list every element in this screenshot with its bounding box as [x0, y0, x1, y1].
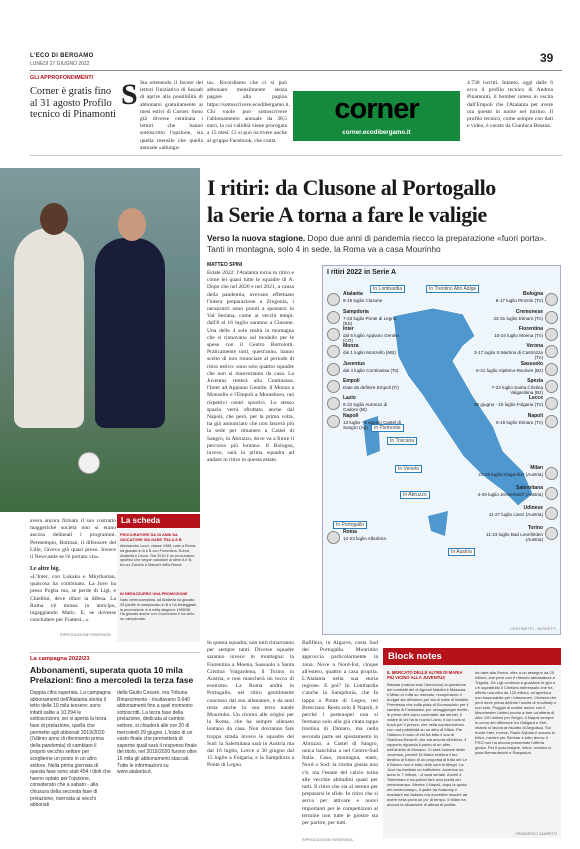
team-name: Monza [343, 343, 359, 349]
map-team-left [343, 327, 403, 344]
team-name: Salernitana [516, 485, 543, 491]
team-name: Cremonese [515, 309, 543, 315]
team-logo-icon [327, 380, 340, 393]
right-article-text-a: Bafifiera, in Algarve, costa Sud del Portogallo. Mourinho approccia particolarmente la zona. Nove a Nord-Est, cinque all'estero, quattro a casa propria. L'Atalanta nella sua storia regione. E poi? In Lombardia c'anche la Sampdoria, che fa tappa a Ponte di Legno, nel Bresciano. Resta solo il Napoli, è perché i partenopei non si fermano solo alla già citata tappa trentina di Dimaro, ma nella seconda parte sei spostamento in Abruzzo, a Castel di Sangro, unica banchina a nel Centro-Sud Italia. Casa, montagna, mare, Nord o Sud: la ricetta giusta non c'è, ma l'estate del calcio torna alle vecchie abitudini quasi per tutti. Il ritiro che sia al sereno per prepararsi le sfide. In ritiro che si serva per attivare e nuovi importanti per le competizioni al termine non tutte le giostre sta per partire, per tutti. [302, 640, 378, 827]
corner-text-col3: ta». Ricordiamo che ci si può abbonare mensilmente senza pagare alla pagina https://sottoscrivere.ecodibergamo.it. Chi vuole può sottoscrivere l'abbonamento annuale da 38,5 euro, la cui validità viene prorogata a 15 mesi. Ci si può iscrivere anche al gruppo Facebook, che conta [207, 80, 291, 144]
map-team-right [473, 466, 543, 477]
region-piemonte: In Piemonte [371, 424, 404, 432]
scheda-h2: IN NERAZZURRO UNA PROMOZIONE [120, 592, 188, 596]
team-dates: 8-16 luglio Clusone [343, 297, 383, 303]
player-left [14, 228, 84, 428]
region-abruzzo: In Abruzzo [400, 491, 430, 499]
map-team-left [343, 414, 403, 431]
team-dates: 30 giugno - 15 luglio Folgaria (Tn) [474, 401, 543, 407]
campagna-kicker: La campagna 2022/23 [30, 656, 90, 662]
left-byline: RIPRODUZIONE RISERVATA [60, 633, 111, 637]
map-team-right [473, 526, 543, 543]
team-logo-icon [327, 363, 340, 376]
team-logo-icon [545, 527, 558, 540]
main-headline-1: I ritiri: da Clusone al Portogallo [207, 175, 496, 200]
team-name: Verona [526, 343, 543, 349]
region-toscana: In Toscana [387, 437, 417, 445]
region-trentino: In Trentino Alto Adige [426, 285, 479, 293]
ball-icon [78, 452, 100, 474]
team-name: Sampdoria [343, 309, 369, 315]
map-team-left [343, 344, 403, 355]
map-credit: CENTIMETRI - SEGNETTI [510, 627, 556, 631]
team-name: Juventus [343, 361, 365, 367]
team-logo-icon [545, 380, 558, 393]
team-dates: 4-29 luglio Jennersdorf (Austria) [477, 491, 543, 497]
player-left-head [40, 203, 68, 235]
team-name: Milan [530, 465, 543, 471]
campagna-headline: Abbonamenti, superata quota 10 mila Prelazioni: fino a mercoledì la terza fase [30, 665, 194, 685]
team-dates: 6-17 luglio Pinzolo (Tn) [495, 297, 543, 303]
map-team-left [343, 396, 403, 413]
map-team-left [343, 379, 403, 390]
team-logo-icon [545, 311, 558, 324]
scheda-box [117, 514, 200, 642]
map-team-right [473, 292, 543, 303]
team-dates: 7-23 luglio Santa Cristina Valgardena (Bz) [491, 384, 543, 396]
team-dates: 12-23 luglio Albufeira [343, 535, 386, 541]
player-right-head [118, 208, 146, 241]
team-dates: 3-17 luglio S.Martino di Castrozza (Tn) [474, 349, 543, 361]
team-dates: 13 luglio - 6 agosto Castel di Sangro (Aq) [343, 419, 401, 431]
scheda-p2: Nato centrocampista, ad Atalanta ha giocato 25 partite in campionato in B e ha festeggiato la promozione in A nella stagione 1995/96. Ha giocato anche con Coverciano e ha vinto un campionato. [120, 598, 197, 622]
region-portogallo: In Portogallo [333, 521, 367, 529]
page-number: 39 [540, 51, 554, 65]
team-name: Torino [527, 525, 543, 531]
left-article-text: avera ancora firmato il suo costratto maggeriché società non si erano ancora delineati i programmi. Peresempio, Botman, il difensore del Lille, l'aveva già quasi preso. Invece il Newcastle se l'è portato via». [30, 518, 116, 561]
masthead: L'ECO DI BERGAMO [30, 53, 94, 59]
team-logo-icon [327, 397, 340, 410]
campagna-col2: della Giulio Cesare, ora Tribuna Rinascimento - risultavano 9.640 abbonamenti fino a quel momento sottoscritti. La terza fase della prelazione, dedicata al cambio settore, si chiuderà alle ore 20 di mercoledì 29 giugno. L'inizio di un vasto finale che permetterà di saperne quali sarà il responso finale del titolo, nel 2019/2020 furono oltre 16 mila gli abbonamenti staccati. Tutte le informazioni su www.atalanta.it. [117, 690, 198, 776]
left-subhead: Le altre big. [30, 566, 61, 572]
region-veneto: In Veneto [395, 465, 422, 473]
main-headline-2: la Serie A torna a fare le valigie [207, 202, 487, 227]
header-rule [30, 70, 562, 71]
corner-text-col2: Sta ottenendo il favore dei lettori l'iniziativa di Sesaab di aprire alla possibilità di abbonarsi gratuitamente ai mesi estivi di Corner. Sono già diverse centinaia i lettori che hanno sottoscritto l'opzione, sia quella mensile che quella annuale «allunga- [140, 80, 203, 151]
team-name: Napoli [527, 413, 543, 419]
team-name: Fiorentina [518, 326, 543, 332]
map-team-right [473, 362, 543, 373]
team-name: Udinese [523, 505, 543, 511]
team-name: Lecce [528, 395, 543, 401]
team-dates: 11-27 luglio Lienz (Austria) [488, 511, 543, 517]
scheda-h1: PROCURATORE DA 10 ANNI DA GIOCATORE 300 GARE TRA A E B [120, 533, 182, 542]
right-byline: RIPRODUZIONE RISERVATA [302, 838, 353, 842]
map-team-right [473, 327, 543, 338]
team-name: Roma [343, 529, 357, 535]
map-team-right [473, 506, 543, 517]
team-dates: 8-19 luglio Dimaro (Tn) [496, 419, 543, 425]
team-dates: 6-22 luglio Auronzo di Cadore (BI) [343, 401, 388, 413]
team-name: Bologna [523, 291, 543, 297]
block-notes-text-2: da dare alla Roma, oltre a un assegno da 25 milioni, che però non è ritenuto abbastanza a Trigoria. De Ligt continua a guardare in giro e c'è soprattutto il Chelsea interessato che ha offerto una cifra da 120 milioni, un'apertura non trascurabile per i bianconeri. Chelsea che però deve prima definire l'uscita di Koulibaly e non solo. Pioggia di notizie anche con il Manchester United pronto a fare un'offerta di oltre 100 milioni per Sergio. Il Napoli sempre in cerca del difensore tra Ostigard e Kim, intanto si lavora al riscatto di Anguissa. Sul fronte Inter, invece, Paulo Dybala è ancora in bilico, mentre per Skriniar è tutto fermo: il PSG non ha ancora presentato l'offerta giusta. Per il post-Insigne, infine, restano in pista Bernardeschi e Raspadori. [475, 670, 557, 755]
team-logo-icon [327, 328, 340, 341]
corner-text-col5: 4.730 iscritti. Intanto, oggi dalle 6 ecco il profilo tecnico di Andrea Pinamonti, il bomber inteso in uscita dall'Empoli che l'Atalanta per avere ora questo in nome nel mirino. Il profilo tecnico, come sempre con dati e video, è curato da Gianluca Besana. [467, 80, 553, 130]
team-logo-icon [327, 293, 340, 306]
corner-ad[interactable] [293, 91, 460, 141]
team-logo-icon [545, 487, 558, 500]
team-dates: Date da definire Empoli (Fi) [343, 384, 399, 390]
dropcap-s: S [121, 78, 138, 111]
team-logo-icon [545, 345, 558, 358]
map-team-right [473, 379, 543, 396]
team-name: Atalanta [343, 291, 363, 297]
main-subheadline [207, 233, 562, 254]
team-name: Empoli [343, 378, 360, 384]
map-team-right [473, 414, 543, 425]
region-austria: In Austria [448, 548, 475, 556]
top-kicker: GLI APPROFONDIMENTI [30, 75, 93, 81]
map-team-right [473, 486, 543, 497]
map-box [322, 265, 561, 635]
top-headline: Corner è gratis fino al 31 agosto Profilo tecnico di Pinamonti [30, 86, 116, 120]
left-article-text-2: «L'Inter, con Lukaku e Mkytharian, qualcosa ha combinato. La Juve ha preso Pogba ma, se perde di Ligt, e Chiellini, deve rifare la difesa. La Roma s'è mossa in anticipo, ingaggiando Matic. E, se dovesse concludere per Frattesi...». [30, 574, 116, 624]
team-logo-icon [545, 397, 558, 410]
team-logo-icon [545, 293, 558, 306]
corner-logo: corner [334, 93, 419, 125]
sub-rest: Dopo due anni di pandemia riecco la preparazione «fuori porta». Tanti in montagna, solo 4 in sede, la Roma va a casa Mourinho [207, 233, 547, 254]
map-team-left [343, 530, 403, 541]
team-dates: 11-23 luglio Bad Leonfelden (Austria) [486, 531, 543, 543]
team-dates: 7-23 luglio Ponte di Legno (BS) [343, 315, 397, 327]
region-lombardia: In Lombardia [370, 285, 405, 293]
map-team-right [473, 396, 543, 407]
team-logo-icon [545, 415, 558, 428]
player-right [95, 238, 165, 428]
map-title: I ritiri 2022 in Serie A [327, 269, 396, 276]
corner-url: corner.ecodibergamo.it [342, 129, 411, 136]
block-notes-byline: FRANCESCO ZAMPETTI [515, 832, 557, 836]
team-logo-icon [327, 345, 340, 358]
main-article-text-1: Estate 2022: l'Atalanta torna in ritiro e come lei quasi tutte le squadre di A. Dopo che nel 2020 e nel 2021, a causa della pandemia, avevano effettuato l'intera preparazione a Zingonia, i nerazzurri sono pronti a spostarsi in Val Seriana, come ai vecchi tempi: dall'8 al 16 luglio saranno a Clusone. Una delle 4 sole realtà in montagna che si rinnovano sul modello per le spese con il Centro Bortolotti. Praticamente tutti, quest'anno, hanno scelto di non rinunciare al periodo di ritiro estivo: sono solo quattro squadre che non si muoveranno da casa. La Juventus resterà alla Continassa, l'Inter ad Appiano Gentile, il Monza a Monzello e l'Empoli a Monteboro, nei rispettivi centri sportivi. Lo stesso spazio verrà sfruttato anche dal Napoli, che però, per la prima volta, ha già annunciato che non lascerà più la sede per rimanere a Castel di Sangro, in Abruzzo, dove va a finire il percorso più lontano. Il Bologna, invece, sarà la prima squadra ad andare in ritiro in questa estate. [207, 270, 294, 464]
team-dates: 6-21 luglio Vipiteno-Racines (Bz) [476, 367, 543, 373]
sub-bold: Verso la nuova stagione. [207, 233, 306, 243]
team-dates: dal 6 luglio Appiano Gentile (CO) [343, 332, 399, 344]
scheda-p1: Alessandro Lucci, classe 1968, nato a Roma, ha giocato in A e B con Fiorentina, Roma, Atalanta e Lecce. Dal 2010 è un procuratore sportivo che segue calciatori di serie A e B, tra cui Zaniolo e Mancini della Roma. [120, 544, 197, 568]
team-name: Lazio [343, 395, 356, 401]
team-name: Spezia [527, 378, 543, 384]
map-team-right [473, 344, 543, 361]
map-team-right [473, 310, 543, 321]
photo [0, 168, 200, 512]
campagna-rule [30, 652, 200, 653]
team-logo-icon [327, 311, 340, 324]
team-logo-icon [545, 507, 558, 520]
team-dates: 23-31 luglio Dimaro (Tn) [493, 315, 543, 321]
team-dates: 23-30 luglio Klagenfurt (Austria) [478, 471, 543, 477]
block-notes-text: Bissata (manca solo l'annuncio) la questione dei contratti del di Agresti Maldini e Massara, il Milan or ruffa su mercato, recuperando il budget sia all'estero per sia di notte di Maldini. Premessa che sulla pista di Sconosciuto per il cambio di Fantasista, pur recaggiunger scelte, le prime cifre sono confortate dai servizi, il volare di chi ha la nuova Lazio, il cui ruolo si trova per il prezzo, che nella sopravvivenza con una pubblicità su un altro di Milan. Per l'attacco il ruolo di chi ha fatto il suo di Gianluca Berardi, che sta ancora all'estero, il rapporto riguarda il punto di un altro nell'ambito di Monaco. Ci sarà l'azione della Juventus, perché Di Maria sembra il tuo destino al futuro di un proposta di tutto dei Le Il Bianco non è tutto nelle sorti di Allegri. La Juve ha esaltato un sufficiente Juventus un anno in 7 milioni... ci sarà seriale. Anche il Tottenham e ha potuto fare una scelta del centrocampo. Mentre il Napoli, dopo la quota del centrocampo, il quale tra Anatomy e mandare nel Italiano ma dovrebbe riuscire ad avere nella porta un po' di tempo. Il Milan ha ancora la situazione di attesa di partita. [387, 682, 469, 807]
map-team-left [343, 310, 403, 327]
scheda-title: La scheda [117, 514, 200, 528]
block-notes [383, 648, 561, 838]
block-notes-subtitle: IL MERCATO DELLE ALTRE DI MARIA PIÙ VICINO ALLA JUVENTUS [387, 670, 463, 681]
team-name: Napoli [343, 413, 359, 419]
team-logo-icon [545, 467, 558, 480]
map-team-left [343, 292, 403, 303]
team-logo-icon [327, 531, 340, 544]
campagna-col1: Doppia cifra superata. La campagna abbonamenti dell'Atalanta stenta il tetto delle 10 mila tessere: sono infatti salite a 10.294 le sottoscrizioni, sei si aperta la terza fase di prelazione, quella che permette agli abbonati 2019/2020 (l'ultimo anno di riferimento prima della pandemia) di cambiare il proprio vecchio settore per sceglierne un posto in un altro settore. Nella prima giornata di questa fase sono stati 454 i titoli che hanno optato per l'opzione, considerato che a sabato - alla chiusura della seconda fase di prelazione, riservata ai vecchi abbonati [30, 690, 111, 809]
team-logo-icon [545, 363, 558, 376]
map-team-left [343, 362, 403, 373]
block-notes-title: Block notes [383, 648, 561, 665]
team-dates: 10-24 luglio Moena (Tn) [494, 332, 543, 338]
team-name: Inter [343, 326, 354, 332]
team-logo-icon [545, 328, 558, 341]
byline-main: MATTEO SPINI [207, 262, 243, 268]
top-section-rule [30, 155, 562, 156]
date: LUNEDÌ 27 GIUGNO 2022 [30, 61, 90, 67]
team-dates: dal 4 luglio Continassa (To) [343, 367, 399, 373]
team-logo-icon [327, 415, 340, 428]
team-dates: dal 1 luglio Monzello (MB) [343, 349, 396, 355]
main-article-text-2: In questa squadra, non tutti rimarranno per sempre tanti. Diverse squadre saranno invece in montagna: la Fiorentina a Moena, Sassuolo a Santa Cristina Valgardena, il Torino in Austria, e non mancherà un tocco di esotismo. La Roma andrà in Portogallo, nel ritiro gentilmente concesso dal suo allenatore, e da anni resta anche la sua terra natale Mourinho. Un ritorno alle origini per la Roma, che ha sempre allenato lontano da casa. Non dovranno fare troppa strada invece le squadre del Sud: la Salernitana sarà in Austria ma dal 16 luglio, Lecce a 30 giugno dal 15 luglio a Folgaria, e la Sampdoria a Ponte di Legno. [207, 640, 294, 769]
team-name: Sassuolo [520, 361, 543, 367]
